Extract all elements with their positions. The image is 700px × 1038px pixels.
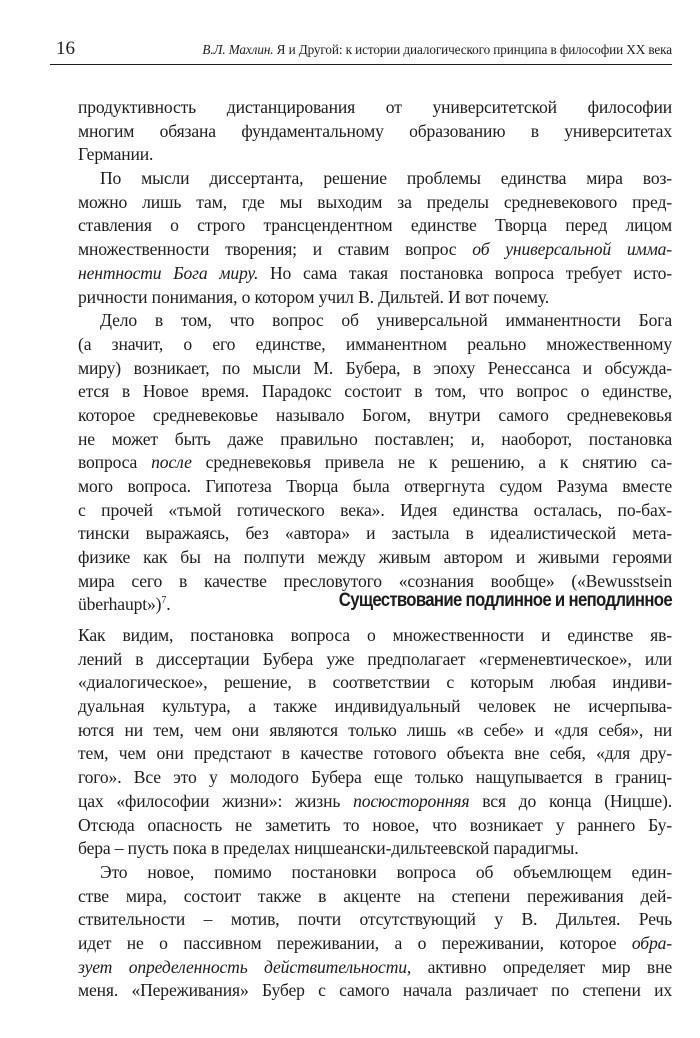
line-text: ствительности – мотив, почти отсутствующий у В. Дильтея. Речь <box>78 909 672 930</box>
line-text: мира сего в качестве пресловутого «сознания вообще» («Bewusstsein <box>78 570 672 591</box>
text-line <box>78 238 672 262</box>
text-line <box>78 167 672 191</box>
line-text: активно определяет мир вне <box>411 956 672 977</box>
text-line <box>78 475 672 499</box>
line-text: «диалогическое», решение, в соответствии с которым любая индиви- <box>78 672 672 693</box>
text-line <box>78 837 672 861</box>
text-line <box>78 380 672 404</box>
line-text: которое средневековье называло Богом, внутри самого средневековья <box>78 404 672 425</box>
line-text: стве мира, состоит также в акценте на степени переживания дей- <box>78 885 672 906</box>
line-text: вся до конца (Ницше). <box>469 790 672 811</box>
line-text: можно лишь там, где мы выходим за пределы средневекового пред- <box>78 191 672 212</box>
text-block-2 <box>78 624 672 1003</box>
text-line <box>78 742 672 766</box>
text-line <box>78 908 672 932</box>
line-text: (а значит, о его единстве, имманентном реально множественному <box>78 333 672 354</box>
text-line <box>78 956 672 980</box>
line-text: Как видим, постановка вопроса о множественности и единстве яв- <box>78 625 672 645</box>
text-line <box>78 885 672 909</box>
text-line <box>78 624 672 648</box>
line-text: гого». Все это у молодого Бубера еще только нащупывается в границ- <box>78 767 672 788</box>
line-text: Дело в том, что вопрос об универсальной имманентности Бога <box>100 310 672 331</box>
text-line <box>78 861 672 885</box>
line-text: с прочей «тьмой готического века». Идея единства осталась, по-бах- <box>78 499 672 520</box>
italic-text: обра- <box>631 932 672 953</box>
text-line <box>78 96 672 120</box>
text-line <box>78 499 672 523</box>
line-text: цах «философии жизни»: жизнь <box>78 790 354 811</box>
line-text: ставления о строго трансцендентном единстве Творца перед лицом <box>78 215 672 236</box>
italic-text: об универсальной имма- <box>472 239 673 260</box>
line-text: множественности творения; и ставим вопрос <box>78 239 473 260</box>
line-text: Но сама такая постановка вопроса требует исто- <box>258 262 672 283</box>
line-text: Это новое, помимо постановки вопроса об объемлющем един- <box>100 861 672 882</box>
line-text: идет не о пассивном переживании, а о переживании, которое <box>78 932 632 953</box>
line-text: не может быть даже правильно поставлен; и, наоборот, постановка <box>78 428 672 449</box>
line-text: бера – пусть пока в пределах ницшеански-дильтеевской парадигмы. <box>78 838 579 859</box>
line-text: ются ни тем, чем они являются только лишь «в себе» и «для себя», ни <box>78 719 672 740</box>
line-text: продуктивность дистанцирования от университетской философии <box>78 97 672 117</box>
italic-text: после <box>151 452 192 473</box>
line-text: вопроса <box>78 452 152 473</box>
line-text: многим обязана фундаментальному образованию в университетах <box>78 120 672 141</box>
text-line <box>78 357 672 381</box>
text-line <box>78 671 672 695</box>
line-text: тем, чем они предстают в качестве готового объекта вне себя, «для дру- <box>78 743 672 764</box>
italic-text: зует определенность действительности, <box>78 956 412 977</box>
italic-text: нентности Бога миру. <box>78 262 259 283</box>
text-line <box>78 790 672 814</box>
section-heading: Существование подлинное и неподлинное <box>338 589 672 611</box>
page-number: 16 <box>56 38 75 59</box>
running-head <box>50 38 672 65</box>
text-line <box>78 695 672 719</box>
footnote-marker: 7 <box>161 595 167 607</box>
text-line <box>78 333 672 357</box>
line-text: меня. «Переживания» Бубер с самого начала различает по степени их <box>78 980 672 1001</box>
running-title <box>116 39 672 61</box>
text-line <box>78 309 672 333</box>
line-text: дуальная культура, а также индивидуальный человек не исчерпыва- <box>78 696 672 717</box>
text-line <box>78 648 672 672</box>
text-line <box>78 979 672 1003</box>
text-line <box>78 719 672 743</box>
running-title-text: Я и Другой: к истории диалогического принципа в философии XX века <box>276 42 672 57</box>
italic-text: посюсторонняя <box>353 790 470 811</box>
line-text: ричности понимания, о котором учил В. Дильтей. И вот почему. <box>78 286 550 307</box>
text-line <box>78 428 672 452</box>
text-line <box>78 522 672 546</box>
line-text: физике как бы на полпути между живым автором и живыми героями <box>78 547 672 568</box>
text-line <box>78 814 672 838</box>
text-line <box>78 404 672 428</box>
text-line <box>78 214 672 238</box>
text-line <box>78 120 672 144</box>
text-line <box>78 546 672 570</box>
line-text: мого вопроса. Гипотеза Творца была отвергнута судом Разума вместе <box>78 476 672 496</box>
line-text: средневековья привела не к решению, а к снятию са- <box>191 452 672 473</box>
text-line <box>78 191 672 215</box>
line-text: лений в диссертации Бубера уже предполагает «герменевтическое», или <box>78 648 672 669</box>
line-text: миру) возникает, по мысли М. Бубера, в эпоху Ренессанса и обсужда- <box>78 357 672 378</box>
line-text: По мысли диссертанта, решение проблемы единства мира воз- <box>100 168 672 189</box>
line-text: ется в Новое время. Парадокс состоит в том, что вопрос о единстве, <box>78 381 672 402</box>
text-line <box>78 766 672 790</box>
text-line <box>78 262 672 286</box>
running-title-author: В.Л. Махлин. <box>202 42 274 57</box>
text-line <box>78 143 672 167</box>
text-line <box>78 932 672 956</box>
text-line <box>78 286 672 310</box>
line-text: тински выражаясь, без «автора» и застыла в идеалистической мета- <box>78 523 672 544</box>
line-text: Германии. <box>78 144 154 165</box>
line-text: . <box>166 594 171 615</box>
line-text: Отсюда опасность не заметить то новое, что возникает у раннего Бу- <box>78 814 672 835</box>
text-block-1 <box>78 96 672 617</box>
text-line <box>78 451 672 475</box>
line-text: überhaupt») <box>78 594 162 615</box>
